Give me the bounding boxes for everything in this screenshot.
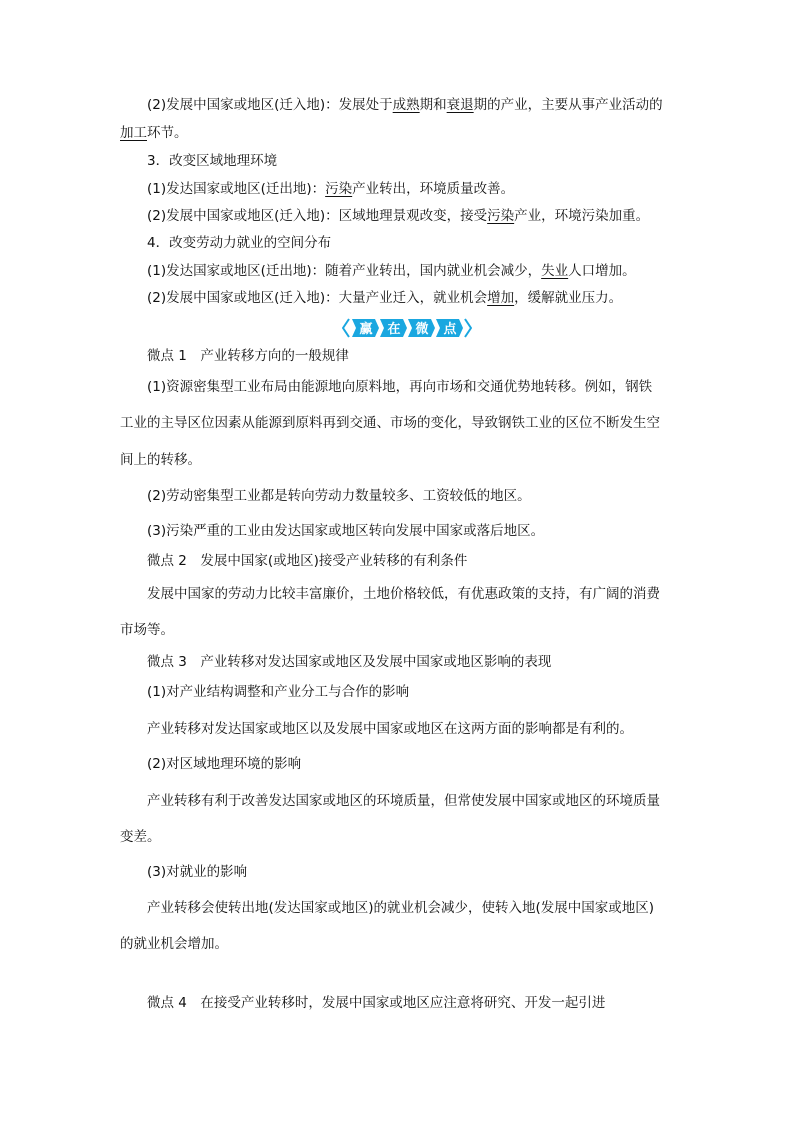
para-s3-item1 bbox=[147, 179, 680, 199]
para-s1-item2-line1 bbox=[147, 95, 680, 115]
point3-sub2: (2)对区域地理环境的影响 bbox=[147, 756, 302, 772]
point3-text1: 产业转移对发达国家或地区以及发展中国家或地区在这两方面的影响都是有利的。 bbox=[147, 721, 633, 737]
text: (1)发达国家或地区(迁出地)：随着产业转出，国内就业机会减少， bbox=[147, 263, 542, 279]
para-s4-item2 bbox=[147, 288, 680, 308]
point3-text2b: 变差。 bbox=[120, 829, 161, 845]
point2-title: 微点 2 发展中国家(或地区)接受产业转移的有利条件 bbox=[147, 553, 468, 569]
point3-text3a: 产业转移会使转出地(发达国家或地区)的就业机会减少，使转入地(发展中国家或地区) bbox=[147, 900, 655, 916]
point3-text2a: 产业转移有利于改善发达国家或地区的环境质量，但常使发展中国家或地区的环境质量 bbox=[147, 793, 660, 809]
text: 产业，环境污染加重。 bbox=[514, 208, 650, 224]
banner-left-chevron bbox=[343, 319, 349, 337]
point1-line3: (3)污染严重的工业由发达国家或地区转向发展中国家或落后地区。 bbox=[147, 523, 545, 539]
banner-char-3: 微 bbox=[415, 322, 429, 337]
point2-line1b: 市场等。 bbox=[120, 622, 174, 638]
point3-sub1: (1)对产业结构调整和产业分工与合作的影响 bbox=[147, 684, 410, 700]
heading-section4: 4．改变劳动力就业的空间分布 bbox=[147, 235, 332, 251]
point3-title: 微点 3 产业转移对发达国家或地区及发展中国家或地区影响的表现 bbox=[147, 654, 552, 670]
point1-line2: (2)劳动密集型工业都是转向劳动力数量较多、工资较低的地区。 bbox=[147, 488, 531, 504]
text: ，缓解就业压力。 bbox=[514, 290, 623, 306]
point1-line1c: 间上的转移。 bbox=[120, 452, 201, 468]
text: (1)发达国家或地区(迁出地)： bbox=[147, 181, 326, 197]
point4-title: 微点 4 在接受产业转移时，发展中国家或地区应注意将研究、开发一起引进 bbox=[147, 995, 606, 1011]
text: (2)发展中国家或地区(迁入地)：发展处于 bbox=[147, 97, 393, 113]
text: 期和 bbox=[419, 97, 447, 113]
underlined-text: 加工 bbox=[120, 125, 147, 141]
banner-char-2: 在 bbox=[387, 322, 401, 337]
text: 人口增加。 bbox=[568, 263, 636, 279]
underlined-text: 衰退 bbox=[446, 97, 474, 113]
underlined-text: 污染 bbox=[325, 181, 353, 197]
banner-char-4: 点 bbox=[443, 322, 457, 337]
point1-title: 微点 1 产业转移方向的一般规律 bbox=[147, 348, 349, 364]
para-s1-item2-line2 bbox=[120, 123, 680, 143]
text: (2)发展中国家或地区(迁入地)：大量产业迁入，就业机会 bbox=[147, 290, 488, 306]
text: 产业转出，环境质量改善。 bbox=[352, 181, 515, 197]
underlined-text: 失业 bbox=[541, 263, 569, 279]
para-s3-item2 bbox=[147, 206, 680, 226]
point3-sub3: (3)对就业的影响 bbox=[147, 864, 248, 880]
text: 环节。 bbox=[147, 125, 188, 141]
section-banner bbox=[342, 316, 472, 340]
text: 期的产业，主要从事产业活动的 bbox=[473, 97, 663, 113]
point2-line1a: 发展中国家的劳动力比较丰富廉价，土地价格较低，有优惠政策的支持，有广阔的消费 bbox=[147, 586, 660, 602]
underlined-text: 成熟 bbox=[392, 97, 420, 113]
para-s4-item1 bbox=[147, 261, 680, 281]
heading-section3: 3．改变区域地理环境 bbox=[147, 153, 278, 169]
banner-right-chevron bbox=[465, 319, 471, 337]
point3-text3b: 的就业机会增加。 bbox=[120, 936, 228, 952]
banner-graphic bbox=[342, 316, 472, 340]
underlined-text: 污染 bbox=[487, 208, 515, 224]
point1-line1a: (1)资源密集型工业布局由能源地向原料地，再向市场和交通优势地转移。例如，钢铁 bbox=[147, 379, 653, 395]
underlined-text: 增加 bbox=[487, 290, 515, 306]
text: (2)发展中国家或地区(迁入地)：区域地理景观改变，接受 bbox=[147, 208, 488, 224]
point1-line1b: 工业的主导区位因素从能源到原料再到交通、市场的变化，导致钢铁工业的区位不断发生空 bbox=[120, 415, 660, 431]
banner-char-1: 赢 bbox=[359, 322, 373, 337]
